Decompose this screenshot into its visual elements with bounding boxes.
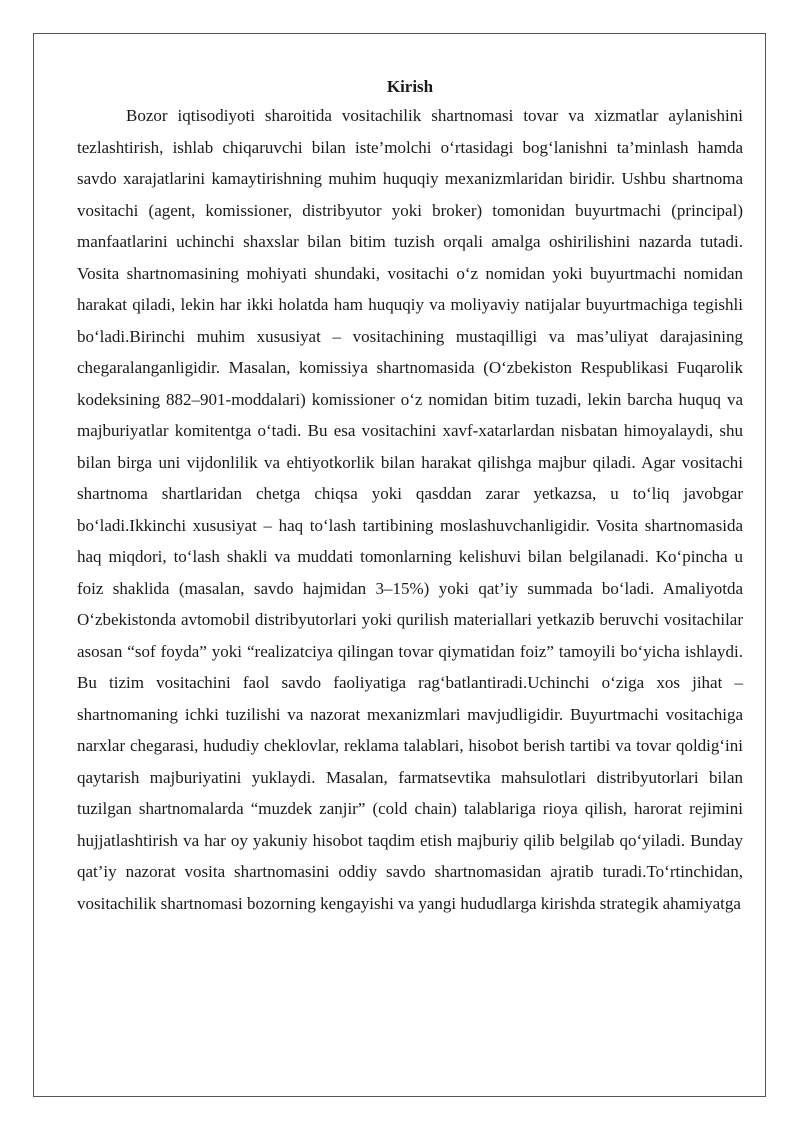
body-paragraph: Bozor iqtisodiyoti sharoitida vositachilik shartnomasi tovar va xizmatlar aylanishini tezlashtirish, ishlab chiqaruvchi bilan iste’molchi o‘rtasidagi bog‘lanishni ta’minlash hamda savdo xarajatlarini kamaytirishning muhim huquqiy mexanizmlaridan biridir. Ushbu shartnoma vositachi (agent, komissioner, distribyutor yoki broker) tomonidan buyurtmachi (principal) manfaatlarini uchinchi shaxslar bilan bitim tuzish orqali amalga oshirilishini nazarda tutadi. Vosita shartnomasining mohiyati shundaki, vositachi o‘z nomidan yoki buyurtmachi nomidan harakat qiladi, lekin har ikki holatda ham huquqiy va moliyaviy natijalar buyurtmachiga tegishli bo‘ladi.Birinchi muhim xususiyat – vositachining mustaqilligi va mas’uliyat darajasining chegaralanganligidir. Masalan, komissiya shartnomasida (O‘zbekiston Respublikasi Fuqarolik kodeksining 882–901-moddalari) komissioner o‘z nomidan bitim tuzadi, lekin barcha huquq va majburiyatlar komitentga o‘tadi. Bu esa vositachini xavf-xatarlardan nisbatan himoyalaydi, shu bilan birga uni vijdonlilik va ehtiyotkorlik bilan harakat qilishga majbur qiladi. Agar vositachi shartnoma shartlaridan chetga chiqsa yoki qasddan zarar yetkazsa, u to‘liq javobgar bo‘ladi.Ikkinchi xususiyat – haq to‘lash tartibining moslashuvchanligidir. Vosita shartnomasida haq miqdori, to‘lash shakli va muddati tomonlarning kelishuvi bilan belgilanadi. Ko‘pincha u foiz shaklida (masalan, savdo hajmidan 3–15%) yoki qat’iy summada bo‘ladi. Amaliyotda O‘zbekistonda avtomobil distribyutorlari yoki qurilish materiallari yetkazib beruvchi vositachilar asosan “sof foyda” yoki “realizatciya qilingan tovar qiymatidan foiz” tamoyili bo‘yicha ishlaydi. Bu tizim vositachini faol savdo faoliyatiga rag‘batlantiradi.Uchinchi o‘ziga xos jihat – shartnomaning ichki tuzilishi va nazorat mexanizmlari mavjudligidir. Buyurtmachi vositachiga narxlar chegarasi, hududiy cheklovlar, reklama talablari, hisobot berish tartibi va tovar qoldig‘ini qaytarish majburiyatini yuklaydi. Masalan, farmatsevtika mahsulotlari distribyutorlari bilan tuzilgan shartnomalarda “muzdek zanjir” (cold chain) talablariga rioya qilish, harorat rejimini hujjatlashtirish va har oy yakuniy hisobot taqdim etish majburiy qilib belgilab qo‘yiladi. Bunday qat’iy nazorat vosita shartnomasini oddiy savdo shartnomasidan ajratib turadi.To‘rtinchidan, vositachilik shartnomasi bozorning kengayishi va yangi hududlarga kirishda strategik ahamiyatga — [77, 106, 743, 913]
document-content — [77, 76, 743, 919]
page-frame — [33, 33, 766, 1097]
page-title: Kirish — [386, 77, 434, 96]
